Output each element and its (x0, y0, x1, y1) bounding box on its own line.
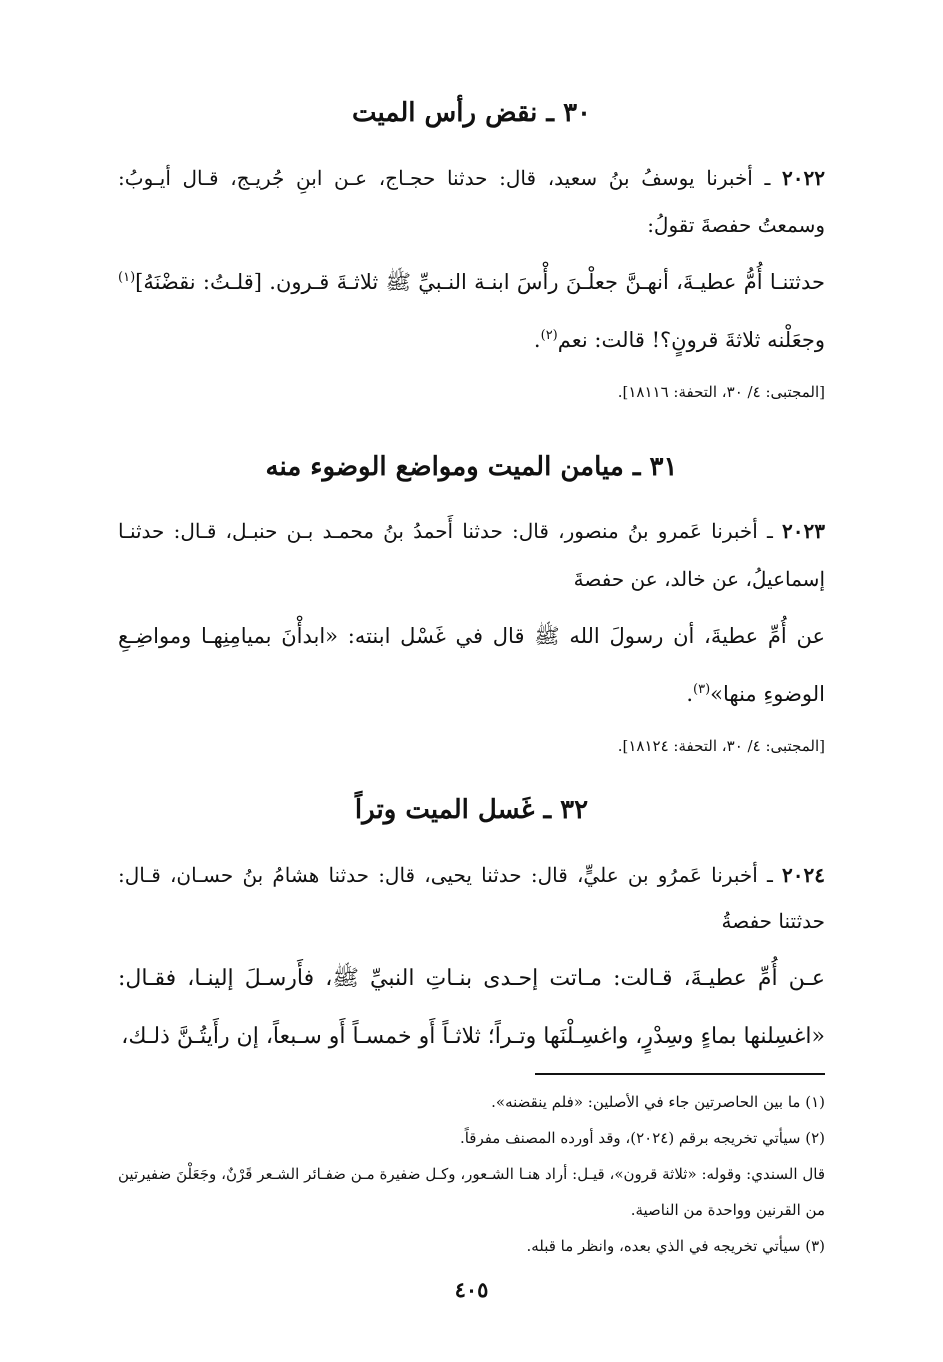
isnad-text: ـ أخبرنا عَمرو بنُ منصور، قال: حدثنا أَحمدُ بنُ محمـد بـن حنبـل، قـال: حدثنـا إسماعيلُ، عن خالد، عن حفصةَ (118, 519, 825, 591)
footnote-separator (535, 1073, 825, 1075)
isnad-text: ـ أخبرنا يوسفُ بنُ سعيد، قال: حدثنا حجـاج، عـن ابنِ جُريـج، قـال أيـوبُ: وسمعتُ حفصةَ تقولُ: (118, 166, 825, 237)
isnad-text: ـ أخبرنا عَمرُو بن عليٍّ، قال: حدثنا يحيى، قال: حدثنا هشامُ بنُ حسـان، قـال: حدثتنا حفصةُ (118, 863, 825, 933)
hadith-matn (118, 607, 825, 723)
footnotes (118, 1084, 825, 1264)
chapter-heading-30: ٣٠ ـ نقض رأس الميت (351, 98, 592, 128)
chapter-heading-32: ٣٢ ـ غَسل الميت وتراً (354, 795, 589, 825)
matn-text-continued: وجعَلْنه ثلاثةَ قرونٍ؟! قالت: نعم (557, 328, 825, 352)
matn-text: عن أُمِّ عطيةَ، أن رسولَ الله ﷺ قال في غَسْل ابنته: «ابدأْنَ بميامِنِهـا ومواضِـعِ الوضوءِ منها» (118, 624, 825, 706)
footnote-marker: (٣) (693, 682, 711, 697)
hadith-2023 (118, 507, 825, 755)
section-32 (118, 795, 825, 825)
source-reference: [المجتبى: ٤/ ٣٠، التحفة: ١٨١٢٤]. (617, 737, 825, 755)
footnote-1: (١) ما بين الحاصرتين جاء في الأصلين: «فلم ينقضنه». (491, 1093, 825, 1111)
hadith-number: ٢٠٢٤ (782, 863, 826, 887)
page-number: ٤٠٥ (454, 1277, 489, 1302)
hadith-2024 (118, 852, 825, 1066)
footnote-marker: (٢) (540, 328, 558, 343)
hadith-isnad (118, 507, 825, 603)
hadith-isnad (118, 852, 825, 944)
matn-end: . (533, 328, 541, 352)
source-reference: [المجتبى: ٤/ ٣٠، التحفة: ١٨١١٦]. (617, 383, 825, 401)
hadith-isnad (118, 155, 825, 249)
hadith-matn (118, 253, 825, 369)
chapter-heading-31: ٣١ ـ ميامن الميت ومواضع الوضوء منه (265, 452, 678, 482)
matn-end: . (686, 682, 694, 706)
section-31 (118, 452, 825, 482)
footnote-marker: (١) (118, 270, 136, 285)
hadith-matn (118, 950, 825, 1066)
hadith-number: ٢٠٢٢ (782, 166, 825, 190)
matn-text: عـن أُمِّ عطيـةَ، قـالت: مـاتت إحـدى بنـاتِ النبيِّ ﷺ، فأَرسـلَ إلينـا، فقـال: «اغسِلنها بماءٍ وسِدْرٍ، واغسِـلْنَها وتـراً؛ ثلاثـاً أَو خمسـاً أَو سـبعاً، إن رأَيتُـنَّ ذلـك، (118, 966, 825, 1049)
hadith-number: ٢٠٢٣ (782, 519, 826, 543)
section-30 (118, 98, 825, 128)
matn-text: حدثتنـا أُمُّ عطيـةَ، أنهـنَّ جعلْـنَ رأْسَ ابنـة النـبيِّ ﷺ ثلاثـةَ قـرون. [قلـتُ: نقضْنَهُ] (135, 270, 825, 294)
footnote-2-note: قال السندي: وقوله: «ثلاثة قرون»، قيـل: أراد هنـا الشـعور، وكـل ضفيرة مـن ضفـائر الشـعر قَرْنٌ، وجَعَلْنَ ضفيرتين من القرنين وواحدة من الناصية. (118, 1165, 825, 1219)
footnote-3: (٣) سيأتي تخريجه في الذي بعده، وانظر ما قبله. (526, 1237, 825, 1255)
hadith-2022 (118, 155, 825, 401)
footnote-2: (٢) سيأتي تخريجه برقم (٢٠٢٤)، وقد أورده المصنف مفرقاً. (459, 1129, 825, 1147)
